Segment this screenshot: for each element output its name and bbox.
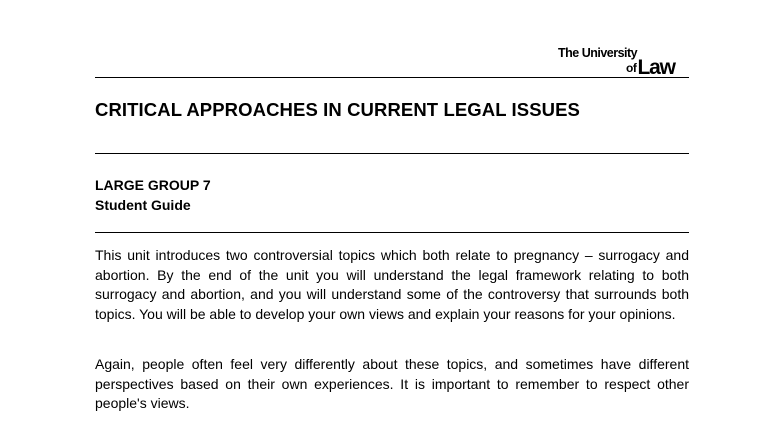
logo-word-of: of <box>626 61 637 75</box>
university-logo <box>558 46 690 79</box>
guide-subheading: Student Guide <box>95 197 191 213</box>
logo-word-law: Law <box>637 56 675 79</box>
top-divider <box>95 77 689 78</box>
group-heading: LARGE GROUP 7 <box>95 177 211 193</box>
document-title: CRITICAL APPROACHES IN CURRENT LEGAL ISSUES <box>95 99 581 120</box>
respect-paragraph: Again, people often feel very differently about these topics, and sometimes have different perspectives based on their own experiences. It is important to remember to respect other people's views. <box>95 356 689 411</box>
title-divider <box>95 153 689 154</box>
intro-paragraph: This unit introduces two controversial topics which both relate to pregnancy – surrogacy and abortion. By the end of the unit you will understand the legal framework relating to both surrogacy and abortion, and you will understand some of the controversy that surrounds both topics. You will be able to develop your own views and explain your reasons for your opinions. <box>95 247 689 322</box>
header-divider <box>95 232 689 233</box>
logo-line-university: The University <box>558 46 638 60</box>
